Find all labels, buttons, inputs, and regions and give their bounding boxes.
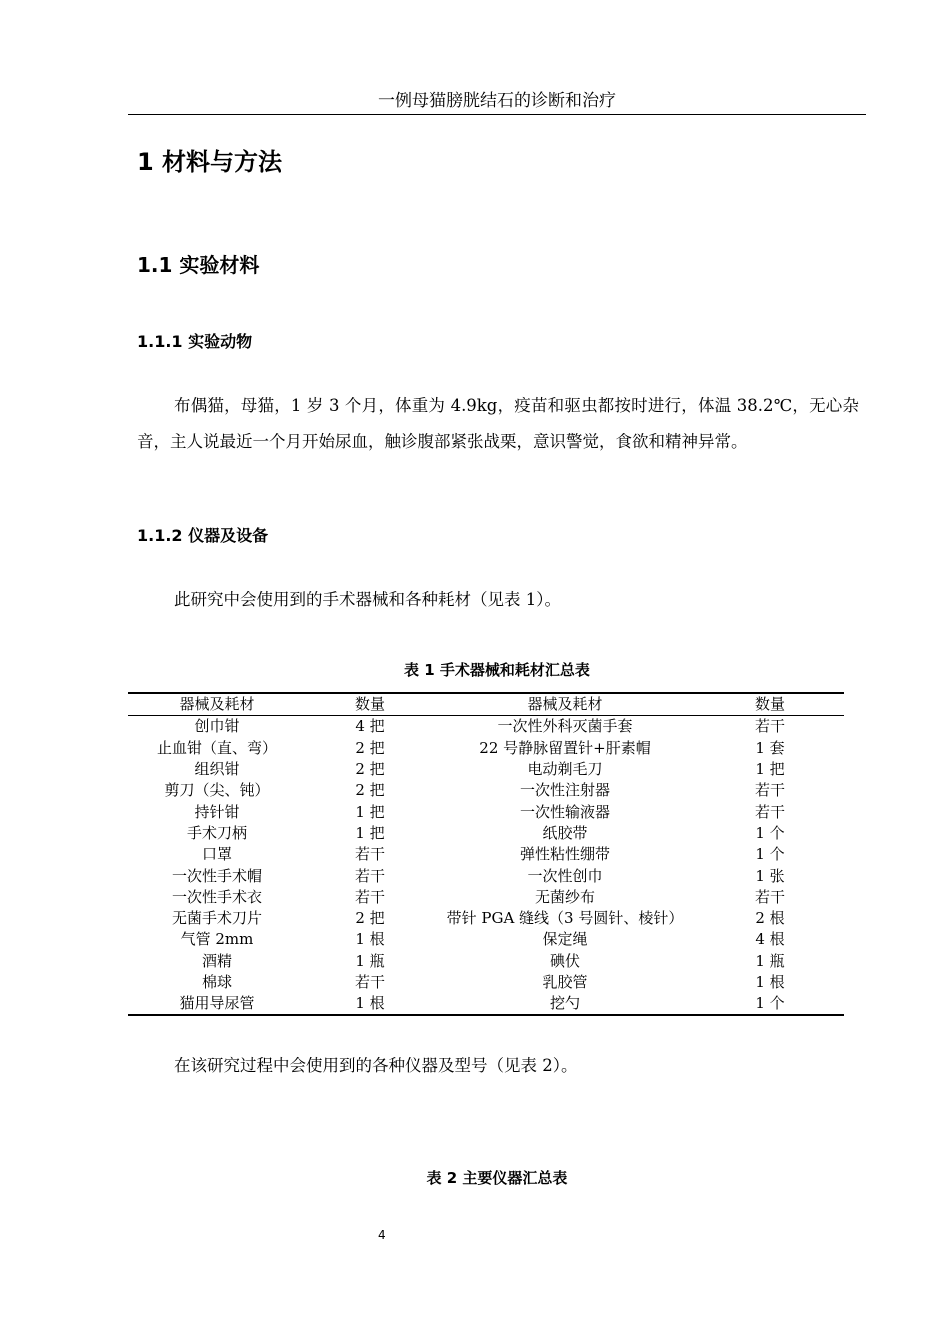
table-cell: 2 把: [355, 781, 385, 800]
table-row: [128, 823, 844, 844]
table-cell: 1 瓶: [755, 951, 785, 970]
table-cell: 剪刀（尖、钝）: [164, 781, 270, 800]
table-cell: 若干: [754, 887, 785, 906]
table-cell: 若干: [354, 887, 385, 906]
table-cell: 一次性手术衣: [171, 887, 262, 906]
table1-caption: 表 1 手术器械和耗材汇总表: [404, 661, 590, 679]
section-heading-1: 1 材料与方法: [137, 148, 283, 176]
table-cell: 1 瓶: [355, 951, 385, 970]
table-cell: 保定绳: [542, 930, 588, 949]
table-cell: 1 个: [755, 845, 785, 864]
table-cell: 2 把: [355, 760, 385, 779]
table-cell: 22 号静脉留置针+肝素帽: [479, 738, 651, 757]
section-heading-1-1-1: 1.1.1 实验动物: [137, 332, 253, 351]
table-cell: 持针钳: [194, 802, 240, 821]
table-cell: 手术刀柄: [186, 823, 247, 842]
table-row: [128, 780, 844, 801]
table-cell: 1 张: [755, 866, 785, 885]
table-cell: 若干: [754, 717, 785, 736]
table-cell: 一次性创巾: [527, 866, 603, 885]
header-cell: 器械及耗材: [128, 693, 306, 716]
table-cell: 1 根: [755, 973, 785, 991]
table-cell: 一次性手术帽: [171, 866, 262, 885]
table-cell: 2 把: [355, 738, 385, 757]
table-row: [128, 759, 844, 780]
table-row: [128, 908, 844, 929]
table-cell: 1 个: [696, 993, 844, 1015]
table-cell: 棉球: [201, 973, 232, 991]
table-row: [128, 929, 844, 950]
header-rule: [128, 114, 866, 115]
table-cell: 挖勺: [434, 993, 696, 1015]
table-cell: 口罩: [201, 845, 232, 864]
table-cell: 若干: [754, 781, 785, 800]
table-cell: 酒精: [201, 951, 232, 970]
table-cell: 带针 PGA 缝线（3 号圆针、棱针）: [446, 909, 684, 928]
table-cell: 一次性外科灭菌手套: [497, 717, 633, 736]
table-cell: 弹性粘性绷带: [519, 845, 610, 864]
table-cell: 1 根: [306, 993, 434, 1015]
table-row: [128, 801, 844, 822]
table-row: [128, 951, 844, 972]
table-cell: 纸胶带: [542, 823, 588, 842]
table-cell: 2 根: [755, 909, 785, 928]
table-row: [128, 993, 844, 1015]
table-cell: 一次性输液器: [519, 802, 610, 821]
table-cell: 若干: [354, 845, 385, 864]
table-cell: 乳胶管: [542, 973, 588, 991]
table-row: [128, 972, 844, 993]
table-cell: 2 把: [355, 909, 385, 928]
table-cell: 1 个: [755, 823, 785, 842]
table-row: [128, 738, 844, 759]
section-heading-1-1-2: 1.1.2 仪器及设备: [137, 526, 269, 545]
instruments-intro-paragraph: 此研究中会使用到的手术器械和各种耗材（见表 1）。: [174, 590, 561, 609]
header-cell: 数量: [696, 693, 844, 716]
table-cell: 1 套: [755, 738, 785, 757]
table-cell: 1 把: [355, 802, 385, 821]
table-cell: 电动剃毛刀: [527, 760, 603, 779]
page-number: 4: [378, 1228, 386, 1242]
table-cell: 气管 2mm: [180, 930, 254, 949]
animal-description-paragraph: 布偶猫，母猫，1 岁 3 个月，体重为 4.9kg，疫苗和驱虫都按时进行，体温 38.2℃，无心杂音，主人说最近一个月开始尿血，触诊腹部紧张战栗，意识警觉，食欲和精神异常。: [137, 396, 859, 451]
table-cell: 1 把: [355, 823, 385, 842]
table-cell: 若干: [354, 973, 385, 991]
table-cell: 1 把: [755, 760, 785, 779]
table-cell: 1 根: [355, 930, 385, 949]
table-cell: 无菌纱布: [534, 887, 595, 906]
table-cell: 若干: [754, 802, 785, 821]
running-header: 一例母猫膀胱结石的诊断和治疗: [378, 91, 616, 111]
header-cell: 器械及耗材: [434, 693, 696, 716]
table1-instruments: [128, 692, 844, 1016]
table-header-row: [128, 693, 844, 716]
table-cell: 猫用导尿管: [128, 993, 306, 1015]
section-heading-1-1: 1.1 实验材料: [137, 253, 260, 277]
table-cell: 4 把: [355, 717, 385, 736]
header-cell: 数量: [306, 693, 434, 716]
table-cell: 碘伏: [549, 951, 580, 970]
table-cell: 止血钳（直、弯）: [156, 738, 277, 757]
table-cell: 若干: [354, 866, 385, 885]
table-cell: 无菌手术刀片: [171, 909, 262, 928]
table-cell: 4 根: [755, 930, 785, 949]
instruments-table2-intro-paragraph: 在该研究过程中会使用到的各种仪器及型号（见表 2）。: [174, 1056, 578, 1075]
table-cell: 一次性注射器: [519, 781, 610, 800]
table-row: [128, 865, 844, 886]
table-cell: 创巾钳: [194, 717, 240, 736]
table-row: [128, 844, 844, 865]
table-row: [128, 716, 844, 738]
table-row: [128, 887, 844, 908]
table-cell: 组织钳: [194, 760, 240, 779]
table2-caption: 表 2 主要仪器汇总表: [426, 1169, 568, 1187]
